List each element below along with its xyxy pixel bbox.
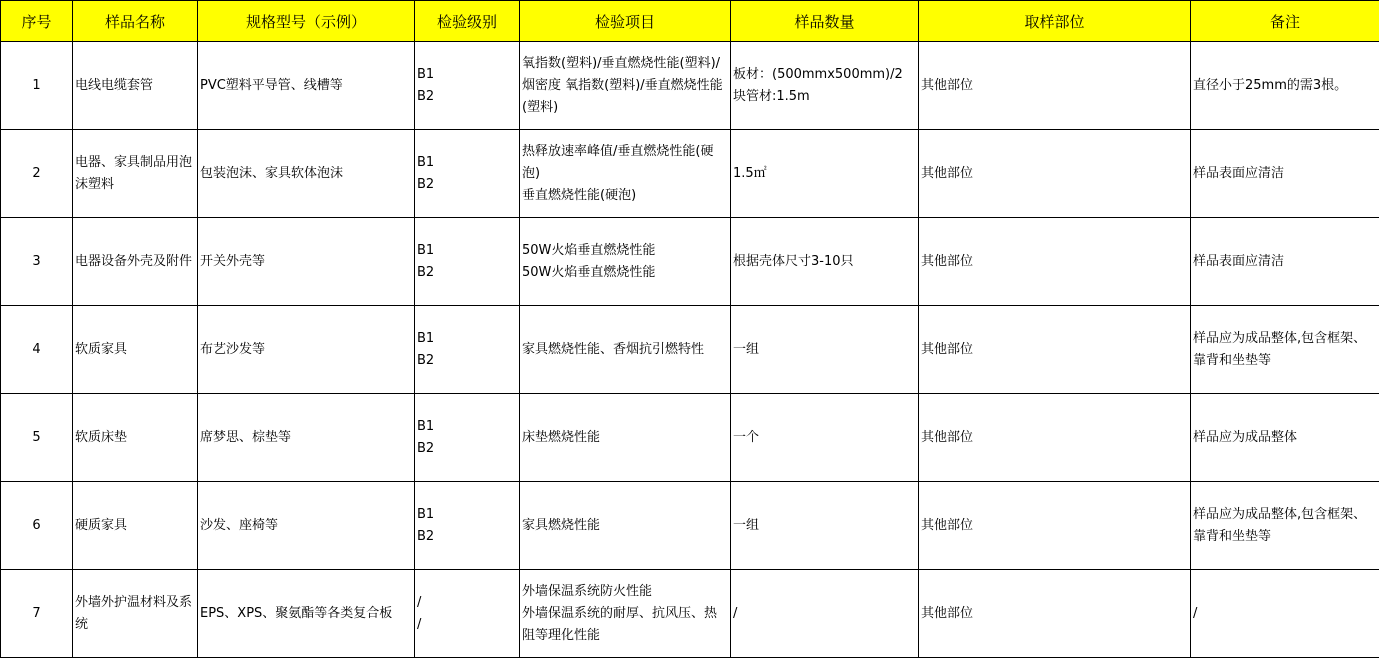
cell-remark: 样品应为成品整体 — [1191, 394, 1379, 482]
cell-level-line: / — [417, 594, 422, 610]
cell-name: 电线电缆套管 — [73, 42, 198, 130]
cell-quantity: 1.5㎡ — [731, 130, 919, 218]
cell-quantity: 根据壳体尺寸3-10只 — [731, 218, 919, 306]
cell-quantity: / — [731, 570, 919, 658]
cell-quantity: 一个 — [731, 394, 919, 482]
cell-items — [520, 218, 731, 306]
cell-spec: EPS、XPS、聚氨酯等各类复合板 — [198, 570, 415, 658]
cell-items-line: 热释放速率峰值/垂直燃烧性能(硬泡) — [522, 143, 714, 181]
cell-items-line: 家具燃烧性能 — [522, 517, 601, 533]
cell-level-line: B1 — [417, 506, 435, 522]
cell-level — [415, 570, 520, 658]
cell-no: 2 — [1, 130, 73, 218]
cell-no: 5 — [1, 394, 73, 482]
cell-items-line: 50W火焰垂直燃烧性能 — [522, 242, 656, 258]
cell-level — [415, 306, 520, 394]
cell-no: 1 — [1, 42, 73, 130]
cell-spec: 布艺沙发等 — [198, 306, 415, 394]
cell-items-line: 氧指数(塑料)/垂直燃烧性能(塑料)/烟密度 氧指数(塑料)/垂直燃烧性能(塑料) — [522, 55, 723, 115]
cell-remark: 样品应为成品整体,包含框架、靠背和坐垫等 — [1191, 306, 1379, 394]
cell-name: 硬质家具 — [73, 482, 198, 570]
header-location: 取样部位 — [919, 1, 1191, 42]
cell-level — [415, 482, 520, 570]
cell-items-line: 外墙保温系统的耐厚、抗风压、热阻等理化性能 — [522, 605, 718, 643]
cell-level-line: B2 — [417, 352, 435, 368]
cell-location: 其他部位 — [919, 218, 1191, 306]
cell-level-line: B2 — [417, 264, 435, 280]
cell-remark: 样品应为成品整体,包含框架、靠背和坐垫等 — [1191, 482, 1379, 570]
cell-spec: 开关外壳等 — [198, 218, 415, 306]
cell-spec: 席梦思、棕垫等 — [198, 394, 415, 482]
cell-quantity: 板材：(500mmx500mm)/2 块管材:1.5m — [731, 42, 919, 130]
header-remark: 备注 — [1191, 1, 1379, 42]
table-row — [1, 42, 1379, 130]
cell-level-line: B2 — [417, 440, 435, 456]
header-quantity: 样品数量 — [731, 1, 919, 42]
cell-quantity: 一组 — [731, 306, 919, 394]
cell-remark: 样品表面应清洁 — [1191, 130, 1379, 218]
cell-location: 其他部位 — [919, 306, 1191, 394]
cell-name: 软质家具 — [73, 306, 198, 394]
cell-level — [415, 218, 520, 306]
table-row — [1, 482, 1379, 570]
cell-items-line: 床垫燃烧性能 — [522, 429, 601, 445]
cell-level-line: B2 — [417, 176, 435, 192]
cell-items-line: 50W火焰垂直燃烧性能 — [522, 264, 656, 280]
header-name: 样品名称 — [73, 1, 198, 42]
cell-name: 电器设备外壳及附件 — [73, 218, 198, 306]
cell-no: 6 — [1, 482, 73, 570]
cell-level-line: B2 — [417, 88, 435, 104]
cell-items-line: 垂直燃烧性能(硬泡) — [522, 187, 637, 203]
cell-items — [520, 570, 731, 658]
cell-no: 4 — [1, 306, 73, 394]
cell-remark: 样品表面应清洁 — [1191, 218, 1379, 306]
cell-level — [415, 394, 520, 482]
table-row — [1, 570, 1379, 658]
header-level: 检验级别 — [415, 1, 520, 42]
cell-no: 7 — [1, 570, 73, 658]
cell-spec: 沙发、座椅等 — [198, 482, 415, 570]
cell-location: 其他部位 — [919, 42, 1191, 130]
cell-level — [415, 130, 520, 218]
cell-items-line: 家具燃烧性能、香烟抗引燃特性 — [522, 341, 705, 357]
table-body — [1, 42, 1379, 658]
cell-level-line: B2 — [417, 528, 435, 544]
cell-remark: / — [1191, 570, 1379, 658]
cell-level-line: B1 — [417, 66, 435, 82]
header-spec: 规格型号（示例） — [198, 1, 415, 42]
cell-name: 外墙外护温材料及系统 — [73, 570, 198, 658]
cell-items — [520, 482, 731, 570]
cell-spec: 包装泡沫、家具软体泡沫 — [198, 130, 415, 218]
cell-name: 软质床垫 — [73, 394, 198, 482]
table-row — [1, 218, 1379, 306]
table-row — [1, 306, 1379, 394]
header-items: 检验项目 — [520, 1, 731, 42]
cell-level-line: B1 — [417, 242, 435, 258]
cell-items — [520, 306, 731, 394]
cell-items-line: 外墙保温系统防火性能 — [522, 583, 653, 599]
header-no: 序号 — [1, 1, 73, 42]
cell-location: 其他部位 — [919, 570, 1191, 658]
cell-items — [520, 394, 731, 482]
cell-location: 其他部位 — [919, 482, 1191, 570]
cell-items — [520, 42, 731, 130]
cell-name: 电器、家具制品用泡沫塑料 — [73, 130, 198, 218]
cell-remark: 直径小于25mm的需3根。 — [1191, 42, 1379, 130]
cell-location: 其他部位 — [919, 130, 1191, 218]
cell-level-line: B1 — [417, 330, 435, 346]
cell-level-line: / — [417, 616, 422, 632]
cell-location: 其他部位 — [919, 394, 1191, 482]
cell-level-line: B1 — [417, 154, 435, 170]
cell-quantity: 一组 — [731, 482, 919, 570]
header-row — [1, 1, 1379, 42]
table-row — [1, 130, 1379, 218]
cell-level-line: B1 — [417, 418, 435, 434]
cell-no: 3 — [1, 218, 73, 306]
cell-items — [520, 130, 731, 218]
cell-level — [415, 42, 520, 130]
cell-spec: PVC塑料平导管、线槽等 — [198, 42, 415, 130]
table-row — [1, 394, 1379, 482]
